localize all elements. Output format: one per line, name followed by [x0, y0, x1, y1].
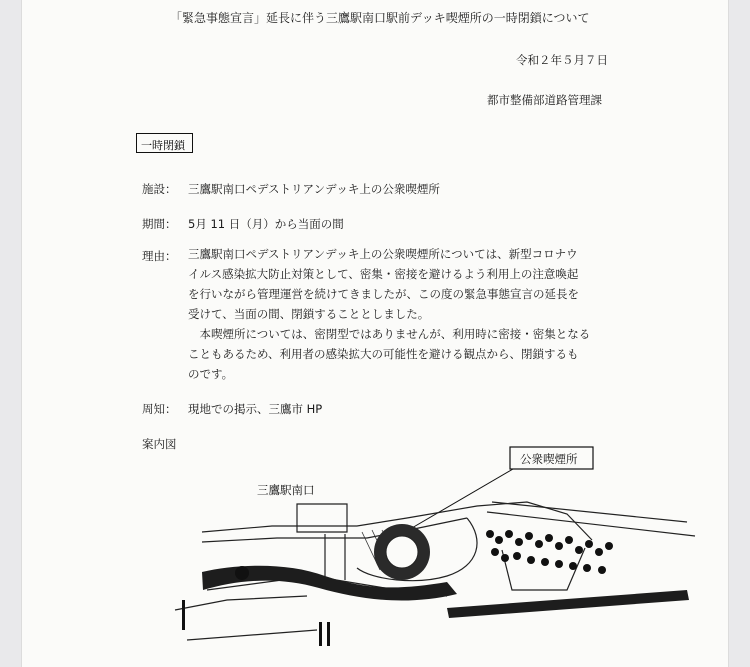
tree-cluster — [486, 530, 613, 574]
callout-leader — [405, 469, 513, 532]
document-date: 令和２年５月７日 — [516, 53, 608, 67]
facility-value: 三鷹駅南口ペデストリアンデッキ上の公衆喫煙所 — [188, 182, 440, 196]
facility-label: 施設： — [142, 182, 177, 196]
roundabout-center — [386, 536, 418, 568]
guide-map — [147, 440, 727, 667]
closure-stamp — [136, 133, 193, 153]
reason-line: 本喫煙所については、密閉型ではありませんが、利用時に密接・密集となる — [188, 327, 591, 341]
reason-label: 理由： — [142, 249, 177, 263]
document-page — [22, 0, 728, 667]
reason-line: 三鷹駅南口ペデストリアンデッキ上の公衆喫煙所については、新型コロナウ — [188, 247, 578, 261]
reason-line: を行いながら管理運営を続けてきましたが、この度の緊急事態宣言の延長を — [188, 287, 579, 301]
reason-line: 受けて、当面の間、閉鎖することとしました。 — [188, 307, 430, 321]
map-marker — [235, 566, 249, 580]
reason-line: こともあるため、利用者の感染拡大の可能性を避ける観点から、閉鎖するも — [188, 347, 579, 361]
map-heading: 案内図 — [142, 437, 177, 451]
period-label: 期間： — [142, 217, 177, 231]
station-label: 三鷹駅南口 — [257, 483, 315, 497]
reason-line: のです。 — [188, 367, 234, 381]
notice-value: 現地での掲示、三鷹市 HP — [188, 402, 323, 416]
reason-text — [188, 244, 618, 384]
reason-line: イルス感染拡大防止対策として、密集・密接を避けるよう利用上の注意喚起 — [188, 267, 579, 281]
closure-stamp-label: 一時閉鎖 — [141, 139, 185, 152]
callout-label: 公衆喫煙所 — [520, 452, 578, 466]
period-value: 5月 11 日（月）から当面の間 — [188, 217, 344, 231]
department-name: 都市整備部道路管理課 — [487, 93, 602, 107]
notice-label: 周知： — [142, 402, 177, 416]
document-title: 「緊急事態宣言」延長に伴う三鷹駅南口駅前デッキ喫煙所の一時閉鎖について — [170, 11, 590, 25]
bottom-lane — [447, 590, 689, 618]
